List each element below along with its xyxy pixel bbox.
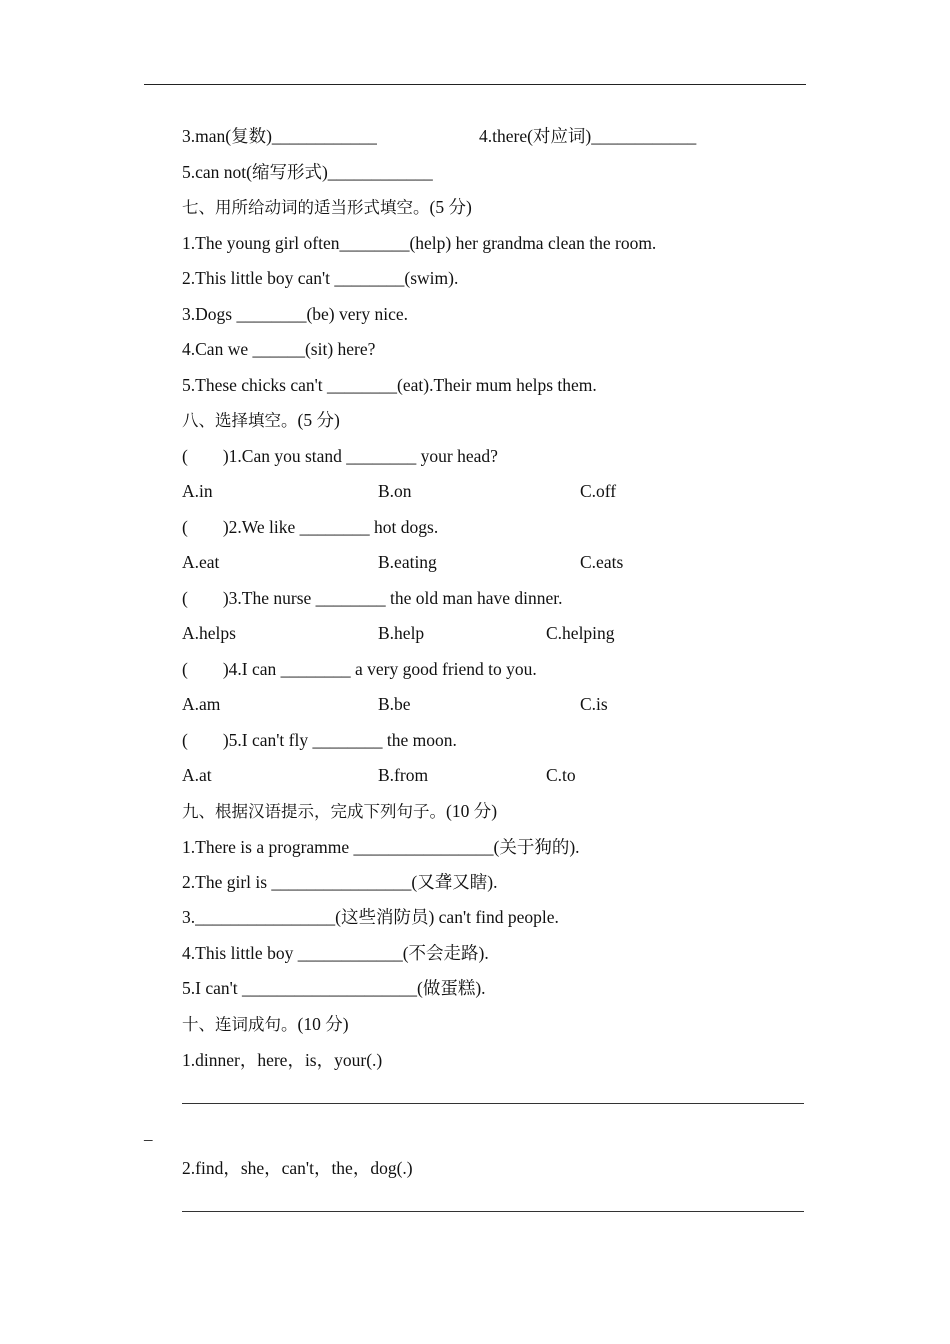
s8-q3-option-a: A.helps [182, 623, 236, 643]
section-9-score: (10 分) [446, 801, 498, 821]
s8-q1-option-c: C.off [580, 481, 617, 501]
s7-item-2: 2.This little boy can't ________(swim). [182, 268, 459, 288]
s6-item-5: 5.can not(缩写形式)____________ [182, 162, 433, 182]
s8-q2-stem: ( )2.We like ________ hot dogs. [182, 517, 439, 537]
s8-q2-option-b: B.eating [378, 552, 437, 572]
s10-answer-line-2 [182, 1211, 804, 1212]
s8-q3-option-c: C.helping [546, 623, 615, 643]
stray-underscore: _ [144, 1124, 153, 1143]
s8-q2-option-c: C.eats [580, 552, 624, 572]
s8-q3-option-b: B.help [378, 623, 425, 643]
s8-q4-option-c: C.is [580, 694, 608, 714]
s9-item-5: 5.I can't ____________________(做蛋糕). [182, 978, 486, 998]
section-7-heading [182, 196, 472, 219]
section-8-score: (5 分) [297, 410, 340, 430]
section-7-score: (5 分) [429, 197, 472, 217]
s8-q1-stem: ( )1.Can you stand ________ your head? [182, 446, 498, 466]
section-8-title: 八、选择填空。 [182, 411, 298, 430]
s8-q5-stem: ( )5.I can't fly ________ the moon. [182, 730, 457, 750]
s9-item-1: 1.There is a programme ________________(关于狗的). [182, 837, 580, 857]
header-rule [144, 84, 806, 85]
s7-item-1: 1.The young girl often________(help) her grandma clean the room. [182, 233, 657, 253]
s10-answer-line-1 [182, 1103, 804, 1104]
s7-item-3: 3.Dogs ________(be) very nice. [182, 304, 408, 324]
s8-q5-option-c: C.to [546, 765, 576, 785]
s10-item-1: 1.dinner，here，is，your(.) [182, 1050, 383, 1070]
s9-item-3: 3.________________(这些消防员) can't find people. [182, 907, 559, 927]
section-10-heading [182, 1013, 349, 1036]
s6-item-3: 3.man(复数)____________ [182, 126, 377, 146]
s8-q3-stem: ( )3.The nurse ________ the old man have dinner. [182, 588, 563, 608]
s7-item-4: 4.Can we ______(sit) here? [182, 339, 376, 359]
s10-item-2: 2.find，she，can't，the，dog(.) [182, 1158, 413, 1178]
s8-q4-stem: ( )4.I can ________ a very good friend to you. [182, 659, 537, 679]
s8-q5-option-b: B.from [378, 765, 429, 785]
s8-q2-option-a: A.eat [182, 552, 220, 572]
s8-q4-option-a: A.am [182, 694, 221, 714]
s8-q4-option-b: B.be [378, 694, 411, 714]
section-9-heading [182, 800, 497, 823]
s9-item-4: 4.This little boy ____________(不会走路). [182, 943, 489, 963]
s8-q1-option-a: A.in [182, 481, 213, 501]
section-10-title: 十、连词成句。 [182, 1015, 298, 1034]
section-7-title: 七、用所给动词的适当形式填空。 [182, 198, 430, 217]
s8-q1-option-b: B.on [378, 481, 412, 501]
section-9-title: 九、根据汉语提示，完成下列句子。 [182, 802, 446, 821]
section-10-score: (10 分) [297, 1014, 349, 1034]
s6-item-4: 4.there(对应词)____________ [479, 126, 697, 146]
s8-q5-option-a: A.at [182, 765, 212, 785]
s7-item-5: 5.These chicks can't ________(eat).Their mum helps them. [182, 375, 597, 395]
section-8-heading [182, 409, 340, 432]
s9-item-2: 2.The girl is ________________(又聋又瞎). [182, 872, 498, 892]
